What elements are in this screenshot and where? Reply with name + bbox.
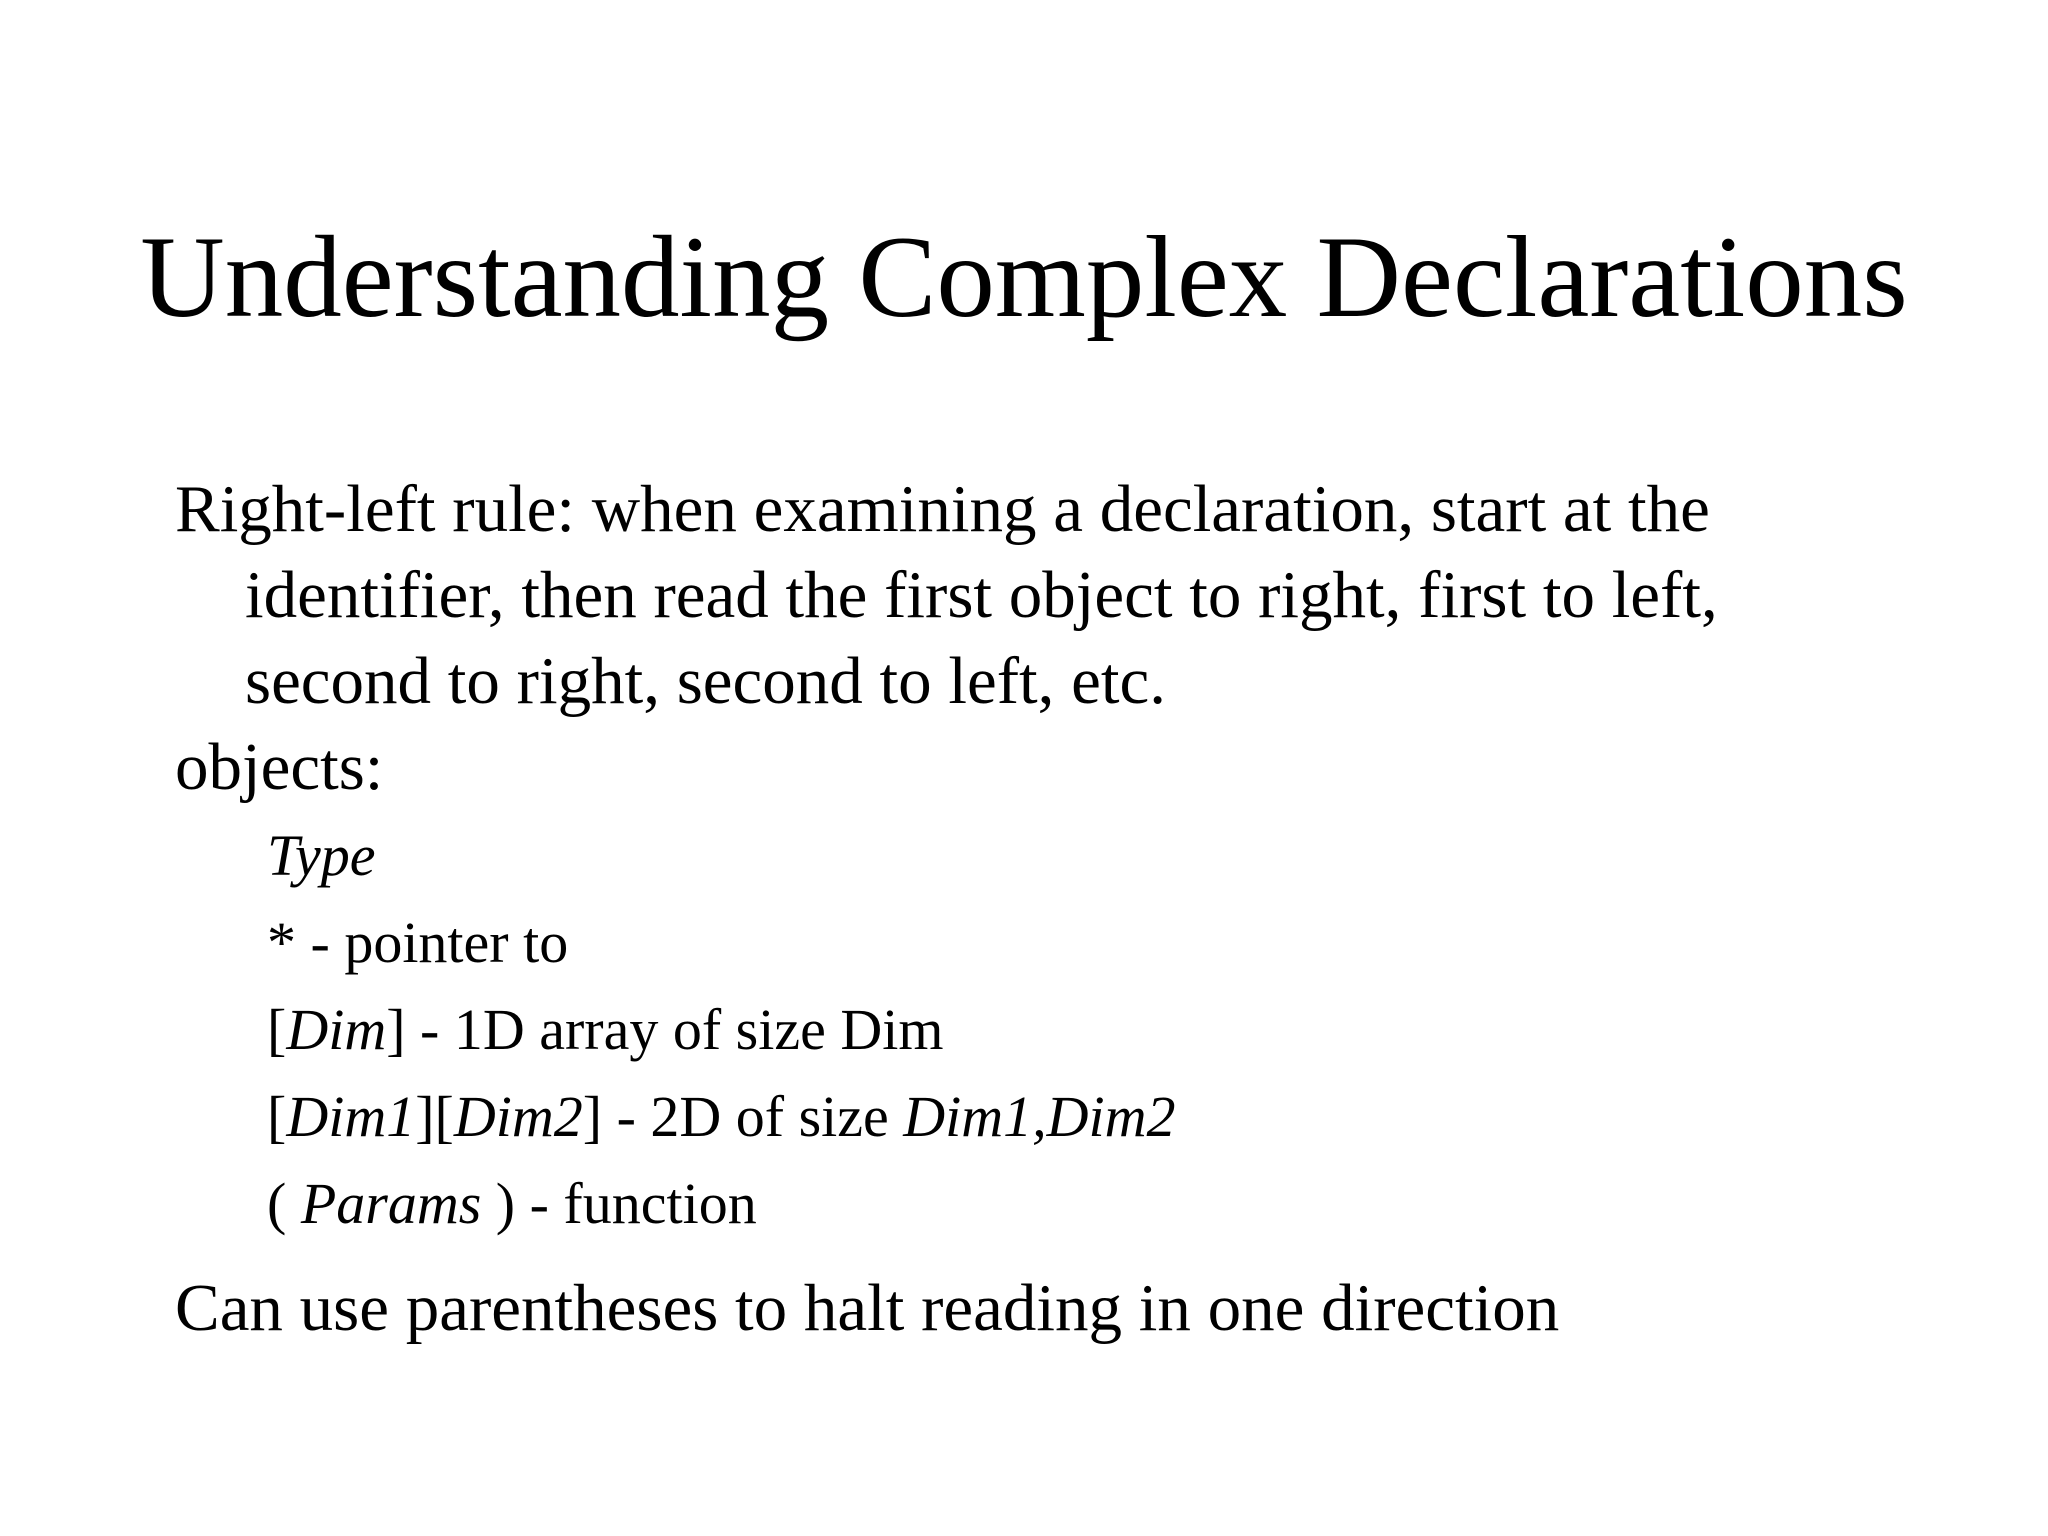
function-params: Params — [300, 1171, 482, 1236]
array2d-mid: ][ — [415, 1084, 454, 1149]
slide-body — [175, 466, 1875, 1351]
array1d-open: [ — [267, 997, 287, 1062]
object-array-2d — [267, 1082, 1875, 1152]
objects-heading: objects: — [175, 730, 384, 804]
closing-text: Can use parentheses to halt reading in one direction — [175, 1271, 1560, 1345]
right-left-rule-text: Right-left rule: when examining a declaration, start at the identifier, then read the first object to right, first to left, second to right, second to left, etc. — [175, 472, 1718, 718]
function-close: ) - function — [481, 1171, 757, 1236]
type-term: Type — [267, 823, 376, 888]
object-array-1d — [267, 995, 1875, 1065]
array1d-dim: Dim — [286, 997, 387, 1062]
array2d-close: ] — [582, 1084, 603, 1149]
array1d-close: ] — [386, 997, 406, 1062]
object-function — [267, 1169, 1875, 1239]
array2d-dim2: Dim2 — [453, 1084, 583, 1149]
pointer-symbol: * — [267, 910, 296, 975]
array2d-desc: - 2D of size — [602, 1084, 904, 1149]
object-pointer — [267, 908, 1875, 978]
slide-title: Understanding Complex Declarations — [140, 213, 1908, 342]
array2d-dim1: Dim1 — [286, 1084, 416, 1149]
function-open: ( — [267, 1171, 301, 1236]
array2d-open: [ — [267, 1084, 287, 1149]
array2d-size: Dim1,Dim2 — [903, 1084, 1176, 1149]
array1d-desc: - 1D array of size Dim — [405, 997, 944, 1062]
pointer-desc: - pointer to — [296, 910, 569, 975]
object-type — [267, 821, 1875, 891]
objects-list — [175, 821, 1875, 1239]
